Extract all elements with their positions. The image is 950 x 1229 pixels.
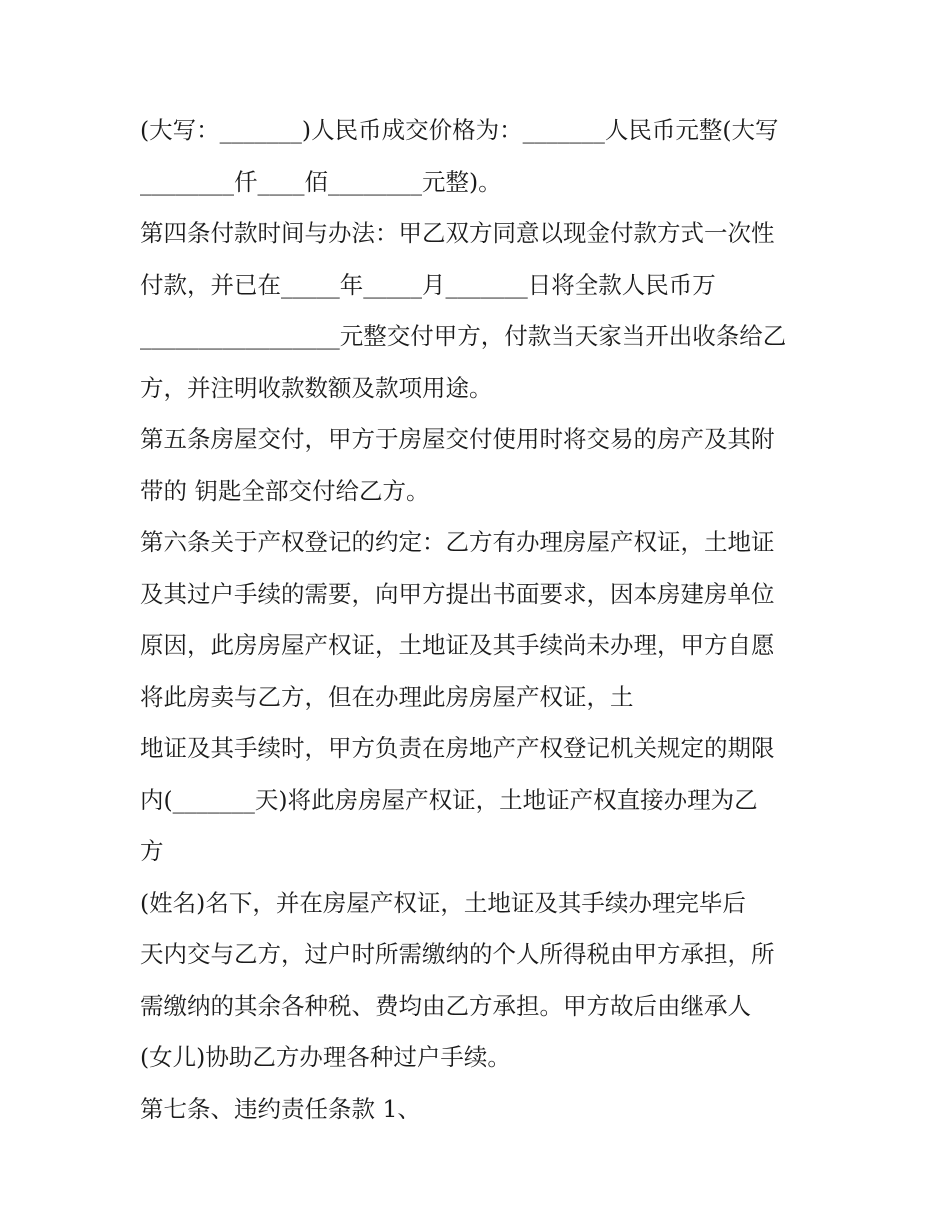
text-line: 及其过户手续的需要，向甲方提出书面要求，因本房建房单位 xyxy=(140,579,775,608)
text-line: (姓名)名下，并在房屋产权证，土地证及其手续办理完毕后 xyxy=(140,888,746,917)
text-line: 需缴纳的其余各种税、费均由乙方承担。甲方故后由继承人 xyxy=(140,991,751,1020)
text-line: (大写：_______)人民币成交价格为：_______人民币元整(大写 xyxy=(140,116,779,144)
text-line: _________________元整交付甲方，付款当天家当开出收条给乙 xyxy=(140,322,787,350)
text-line: 方 xyxy=(140,837,164,865)
text-line: 第四条付款时间与办法：甲乙双方同意以现金付款方式一次性 xyxy=(140,219,775,247)
text-line: ________仟____佰________元整)。 xyxy=(140,167,502,196)
text-line: 地证及其手续时，甲方负责在房地产产权登记机关规定的期限 xyxy=(140,734,775,762)
document-body xyxy=(140,105,820,1135)
text-line: 方，并注明收款数额及款项用途。 xyxy=(140,373,493,402)
text-line: (女儿)协助乙方办理各种过户手续。 xyxy=(140,1043,511,1071)
text-line: 付款，并已在_____年_____月_______日将全款人民币万 xyxy=(140,270,716,299)
text-line: 内(_______天)将此房房屋产权证，土地证产权直接办理为乙 xyxy=(140,785,758,814)
text-line: 带的 钥匙全部交付给乙方。 xyxy=(140,476,430,505)
text-line: 第六条关于产权登记的约定：乙方有办理房屋产权证，土地证 xyxy=(140,528,775,556)
text-line: 第七条、违约责任条款 1、 xyxy=(140,1094,421,1123)
text-line: 原因，此房房屋产权证，土地证及其手续尚未办理，甲方自愿 xyxy=(140,631,775,659)
text-line: 天内交与乙方，过户时所需缴纳的个人所得税由甲方承担，所 xyxy=(140,940,775,968)
text-line: 将此房卖与乙方，但在办理此房房屋产权证，土 xyxy=(140,682,634,711)
text-line: 第五条房屋交付，甲方于房屋交付使用时将交易的房产及其附 xyxy=(140,425,775,453)
